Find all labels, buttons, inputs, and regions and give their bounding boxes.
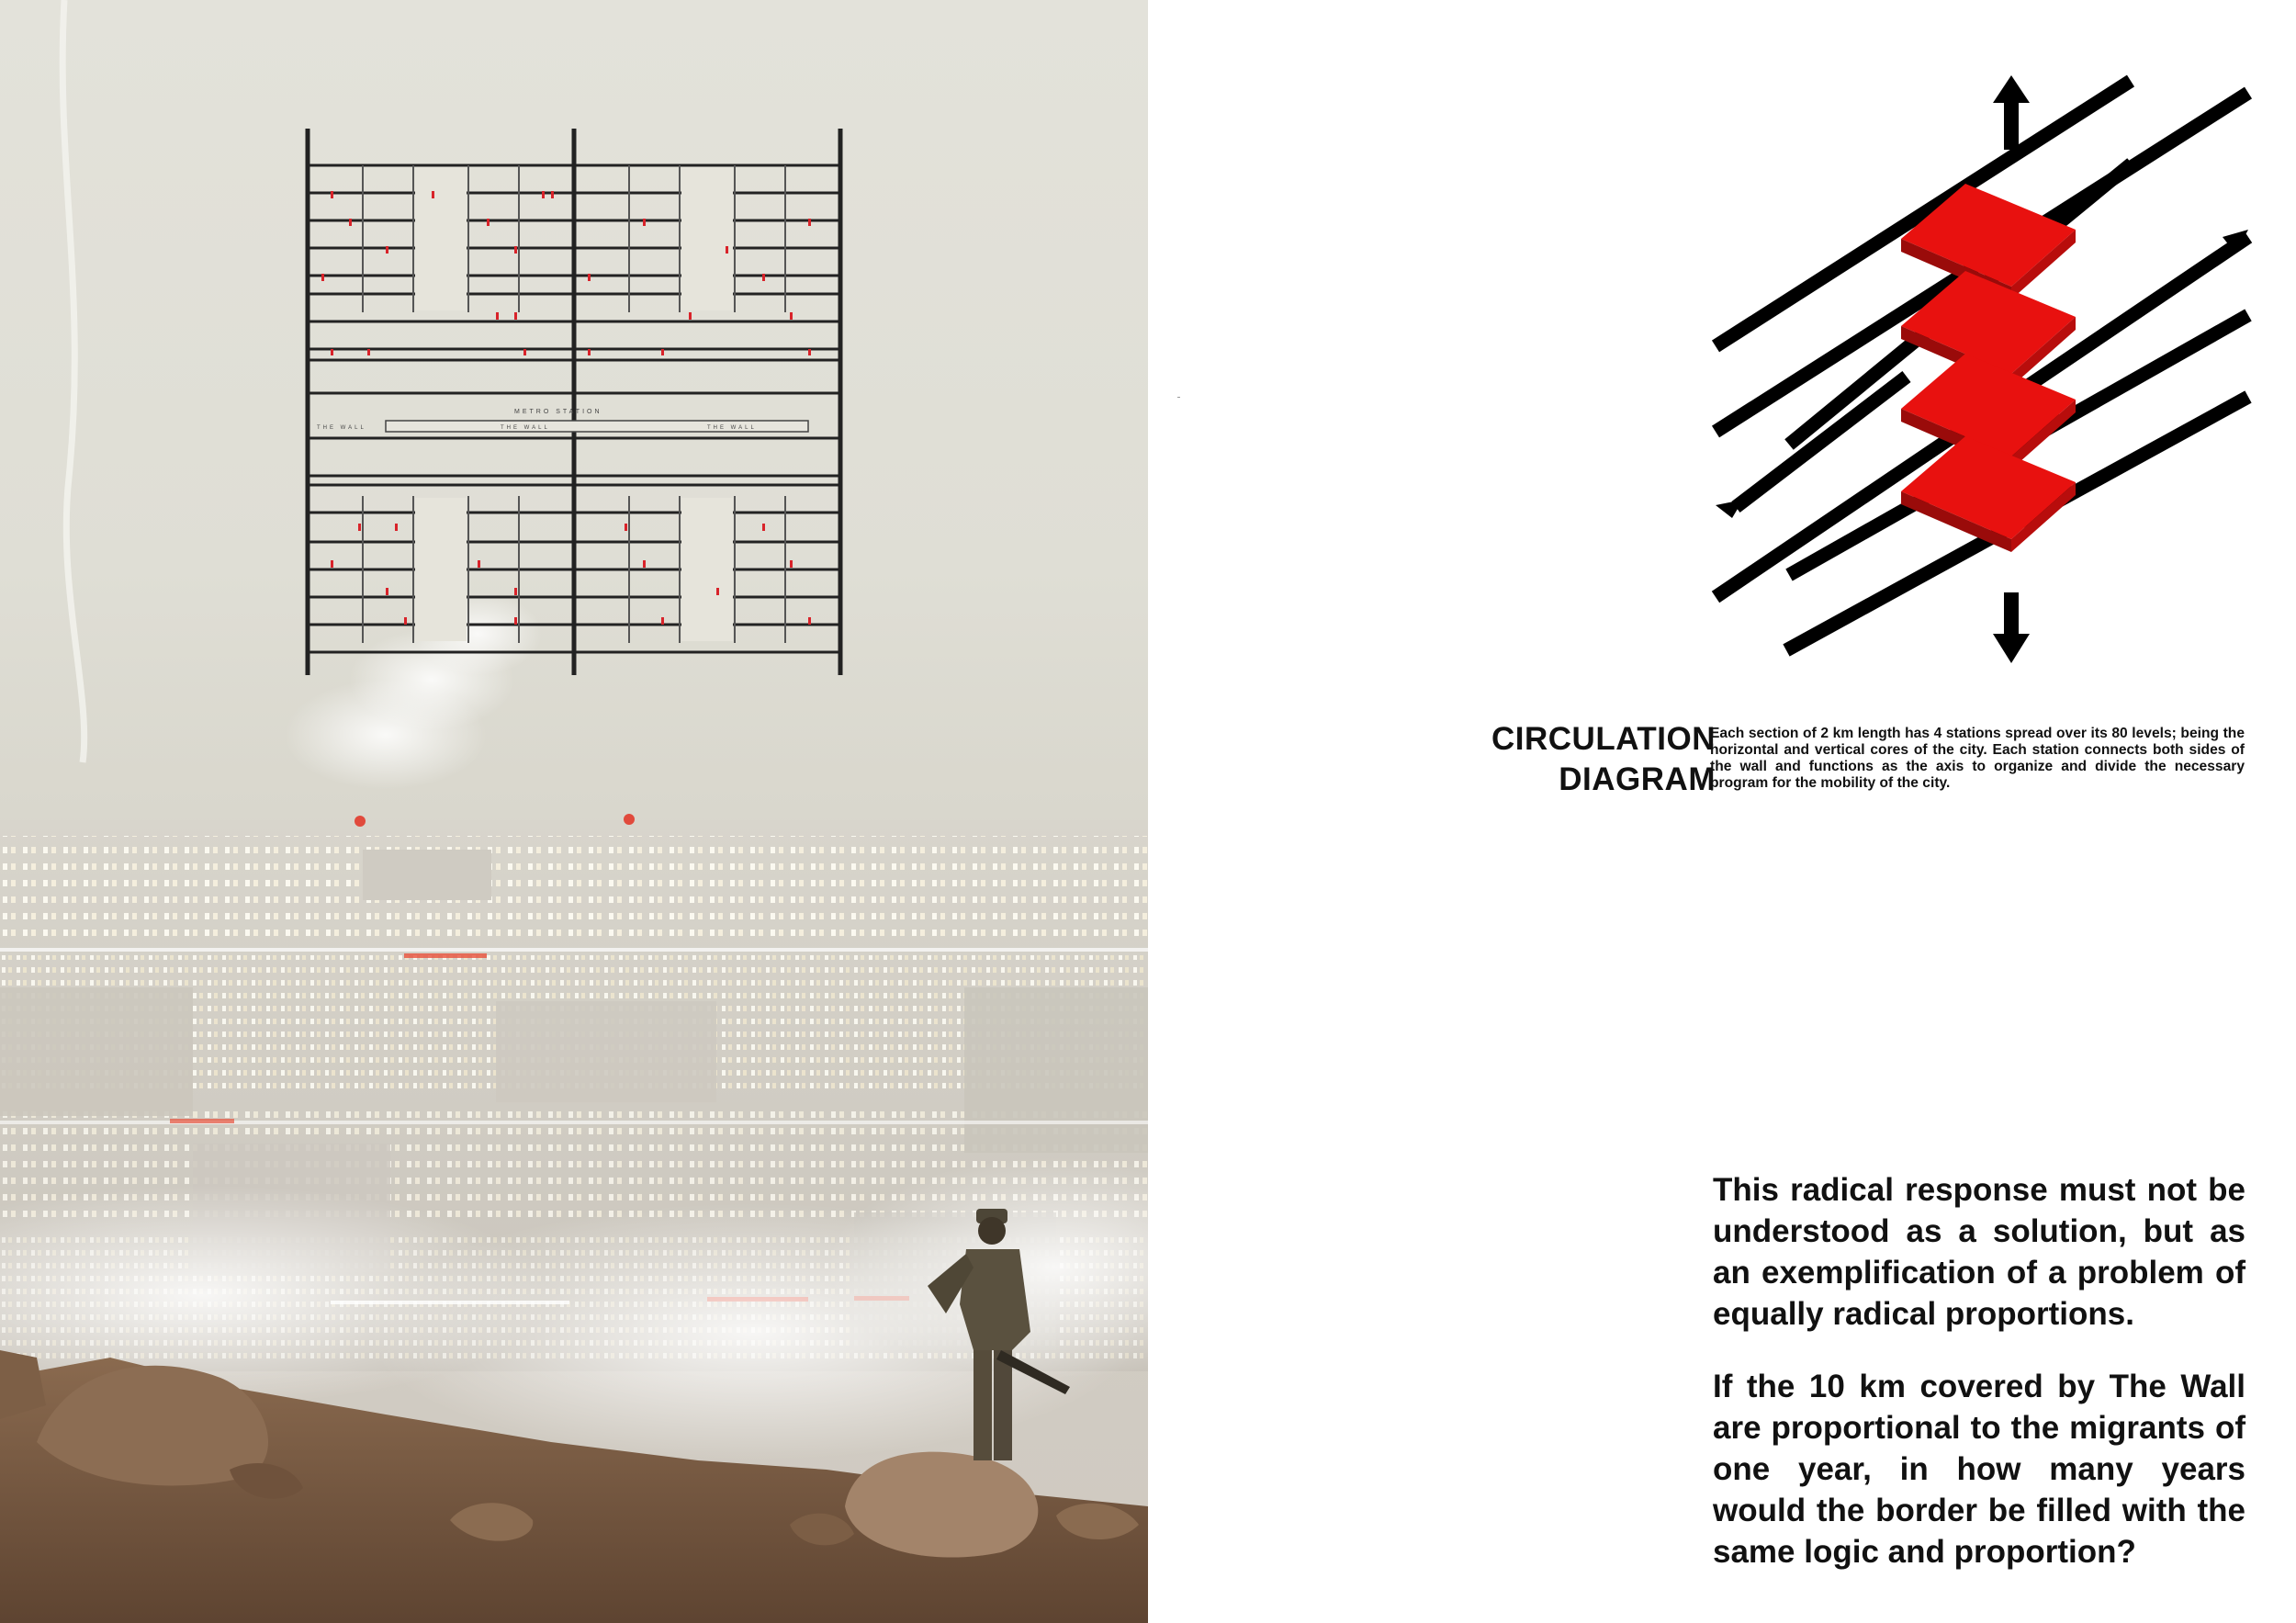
metro-station-label: METRO STATION <box>514 409 602 415</box>
statement-paragraph-1: This radical response must not be understood as a solution, but as an exemplification of a problem of equally radical proportions. <box>1713 1172 2245 1332</box>
wall-label-right: THE WALL <box>707 425 757 431</box>
statement-paragraph-2: If the 10 km covered by The Wall are proportional to the migrants of one year, in how many years would the border be filled with the same logic and proportion? <box>1713 1369 2245 1570</box>
wall-label-left: THE WALL <box>317 425 366 431</box>
page-mark <box>1177 397 1180 398</box>
arrow-down-icon <box>1993 592 2030 663</box>
metro-station-section-drawing <box>308 129 840 675</box>
circulation-description: Each section of 2 km length has 4 stations spread over its 80 levels; being the horizontal and vertical cores of the city. Each station connects both sides of the wall and functions as the axis to organize and divide the necessary program for the mobility of the city. <box>1710 726 2245 791</box>
circulation-diagram <box>1699 64 2268 671</box>
arrow-up-icon <box>1993 75 2030 150</box>
arrow-lower-left-icon <box>1716 377 1907 518</box>
circulation-title-line1: CIRCULATION <box>1491 721 1716 757</box>
circulation-diagram-title <box>1433 719 1716 800</box>
circulation-title-line2: DIAGRAM <box>1559 761 1716 797</box>
wall-label-center: THE WALL <box>501 425 550 431</box>
